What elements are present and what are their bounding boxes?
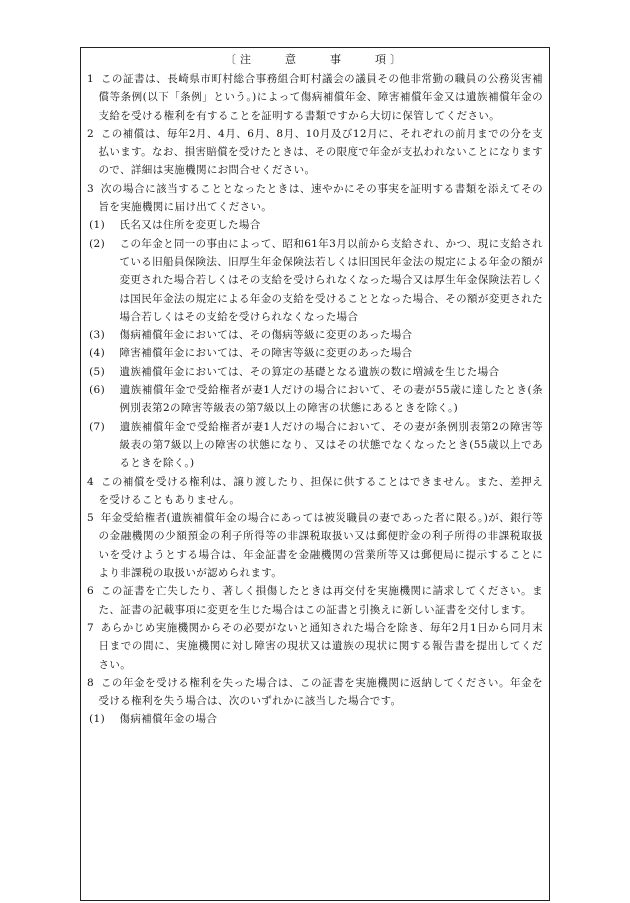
notice-item-5 [87,509,543,582]
notice-subitem-3-7 [87,418,543,473]
notice-subitem-3-5 [87,363,543,381]
subitem-text: 遺族補償年金においては、その算定の基礎となる遺族の数に増減を生じた場合 [119,365,500,378]
notice-subitem-8-1 [87,710,543,728]
subitem-text: 遺族補償年金で受給権者が妻1人だけの場合において、その妻が55歳に達したとき(条例別表第2の障害等級表の第7級以上の障害の状態にあるときを除く。) [119,384,543,415]
item-text: 年金受給権者(遺族補償年金の場合にあっては被災職員の妻であった者に限る。)が、銀行等の金融機関の少額預金の利子所得等の非課税取扱い又は郵便貯金の利子所得の非課税取扱いを受けようとする場合は、年金証書を金融機関の営業所等又は郵便局に提示することにより非課税の取扱いが認められます。 [98,512,543,580]
notice-item-7 [87,619,543,674]
item-text: この補償を受ける権利は、譲り渡したり、担保に供することはできません。また、差押えを受けることもありません。 [98,475,543,506]
item-number: 3 [87,182,95,195]
item-text: この補償は、毎年2月、4月、6月、8月、10月及び12月に、それぞれの前月までの分を支払います。なお、損害賠償を受けたときは、その限度で年金が支払われないことになりますので、詳細は実施機関にお問合せください。 [98,127,543,177]
notice-subitem-3-6 [87,381,543,418]
item-text: この証書を亡失したり、著しく損傷したときは再交付を実施機関に請求してください。また、証書の記載事項に変更を生じた場合はこの証書と引換えに新しい証書を交付します。 [98,585,543,616]
item-text: 次の場合に該当することとなったときは、速やかにその事実を証明する書類を添えてその旨を実施機関に届け出てください。 [98,182,543,214]
notice-item-4 [87,473,543,510]
item-number: 4 [87,475,95,488]
subitem-number: (1) [89,713,106,726]
subitem-text: 傷病補償年金の場合 [119,713,218,726]
subitem-number: (4) [89,347,106,360]
subitem-number: (1) [89,219,106,232]
subitem-text: 氏名又は住所を変更した場合 [119,219,261,232]
notice-subitem-3-4 [87,344,543,362]
subitem-text: この年金と同一の事由によって、昭和61年3月以前から支給され、かつ、現に支給されている旧船員保険法、旧厚生年金保険法若しくは旧国民年金法の規定による年金の額が変更された場合若しくはその支給を受けられなくなった場合又は厚生年金保険法若しくは国民年金法の規定による年金の支給を受けることとなった場合、その額が変更された場合若しくはその支給を受けられなくなった場合 [119,237,543,323]
notice-item-1 [87,70,543,125]
subitem-text: 傷病補償年金においては、その傷病等級に変更のあった場合 [119,329,413,342]
item-number: 8 [87,676,95,689]
notice-item-8 [87,674,543,711]
notice-item-6 [87,582,543,619]
notice-item-3 [87,180,543,217]
notice-subitem-3-3 [87,326,543,344]
item-text: この年金を受ける権利を失った場合は、この証書を実施機関に返納してください。年金を受ける権利を失う場合は、次のいずれかに該当した場合です。 [98,676,543,708]
notice-title: 〔注 意 事 項〕 [225,53,405,66]
notice-item-2 [87,125,543,180]
subitem-number: (5) [89,365,106,378]
item-number: 5 [87,512,95,525]
subitem-number: (2) [89,237,106,250]
subitem-number: (6) [89,384,106,397]
item-number: 7 [87,621,95,634]
item-number: 2 [87,127,95,140]
subitem-text: 遺族補償年金で受給権者が妻1人だけの場合において、その妻が条例別表第2の障害等級表の第7級以上の障害の状態になり、又はその状態でなくなったとき(55歳以上であるときを除く。) [119,420,543,470]
subitem-text: 障害補償年金においては、その障害等級に変更のあった場合 [119,347,413,360]
subitem-number: (3) [89,329,106,342]
item-text: あらかじめ実施機関からその必要がないと通知された場合を除き、毎年2月1日から同月末日までの間に、実施機関に対し障害の現状又は遺族の現状に関する報告書を提出してください。 [98,621,543,671]
item-number: 6 [87,585,95,598]
item-number: 1 [87,73,95,85]
item-text: この証書は、長崎県市町村総合事務組合町村議会の議員その他非常勤の職員の公務災害補償等条例(以下「条例」という。)によって傷病補償年金、障害補償年金又は遺族補償年金の支給を受ける権利を有することを証明する書類ですから大切に保管してください。 [98,73,543,122]
notice-content [81,70,549,729]
notice-box [80,47,550,901]
notice-subitem-3-2 [87,235,543,326]
subitem-number: (7) [89,420,106,433]
notice-subitem-3-1 [87,216,543,234]
